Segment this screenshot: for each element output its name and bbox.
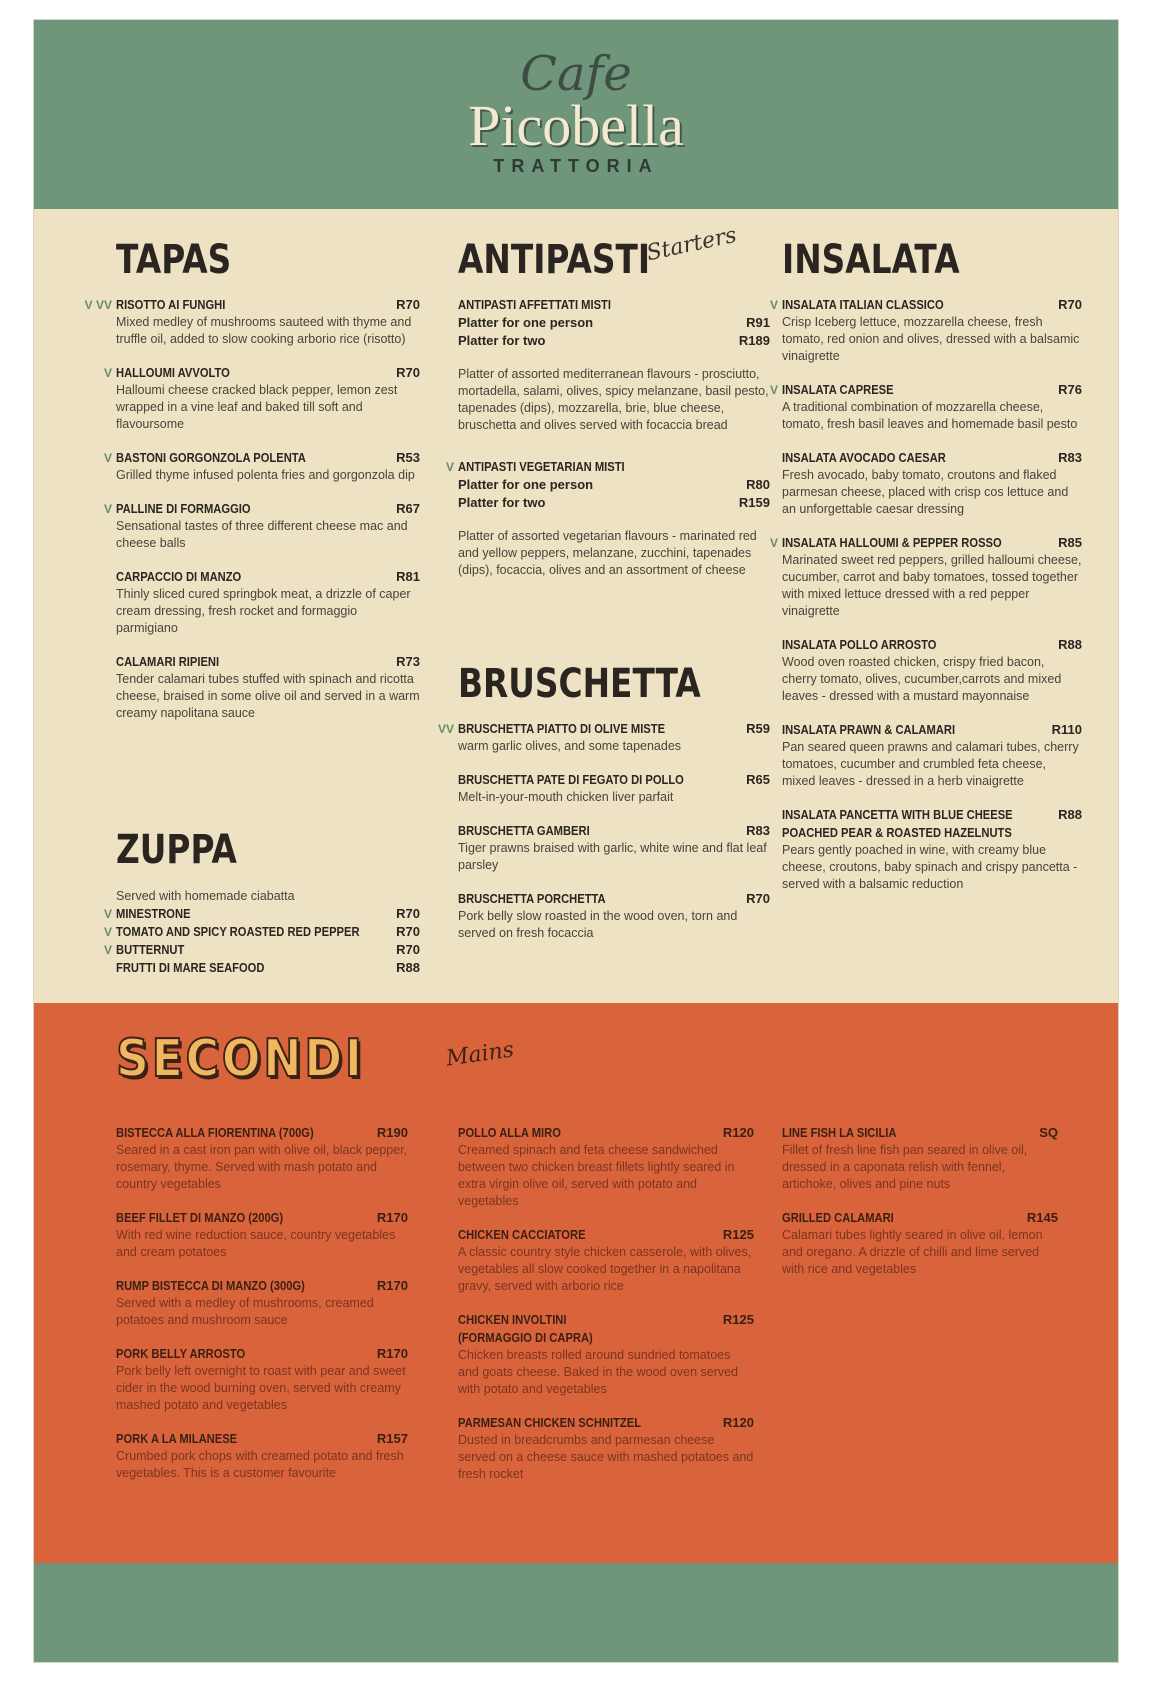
vegetarian-mark: V xyxy=(103,907,112,921)
vegetarian-mark: V VV xyxy=(84,298,112,312)
vegetarian-mark: V xyxy=(445,460,454,474)
tapas-title: TAPAS xyxy=(116,237,232,283)
item-price: R70 xyxy=(396,924,420,939)
bruschetta-list xyxy=(437,720,770,942)
menu-item xyxy=(769,296,1082,365)
item-description: Grilled thyme infused polenta fries and gorgonzola dip xyxy=(116,468,415,482)
menu-item xyxy=(458,1311,754,1398)
menu-item xyxy=(458,771,770,806)
logo-name: Picobella xyxy=(468,93,684,158)
item-description: Marinated sweet red peppers, grilled halloumi cheese, cucumber, carrot and baby tomatoes, tossed together with mixed lettuce dressed with a red pepper vinaigrette xyxy=(782,553,1082,618)
item-description: Tiger prawns braised with garlic, white wine and flat leaf parsley xyxy=(458,841,767,872)
menu-item xyxy=(782,806,1082,893)
item-name: BISTECCA ALLA FIORENTINA (700G) xyxy=(116,1125,314,1140)
item-name: BRUSCHETTA PIATTO DI OLIVE MISTE xyxy=(458,721,666,736)
tapas-column xyxy=(84,237,420,738)
item-price: R120 xyxy=(722,1125,754,1140)
item-description: Fresh avocado, baby tomato, croutons and flaked parmesan cheese, placed with crisp cos lettuce and an unforgettable caesar dressing xyxy=(782,468,1069,516)
item-name: LINE FISH LA SICILIA xyxy=(782,1125,897,1140)
menu-item xyxy=(116,653,420,722)
item-description: Calamari tubes lightly seared in olive oil, lemon and oregano. A drizzle of chilli and lime served with rice and vegetables xyxy=(782,1228,1043,1276)
platter-option-price: R91 xyxy=(746,315,770,330)
secondi-column-1 xyxy=(116,1124,408,1498)
antipasti-list xyxy=(445,296,770,579)
menu-item xyxy=(458,1414,754,1483)
item-name: CALAMARI RIPIENI xyxy=(116,654,220,669)
item-price: R70 xyxy=(746,891,770,906)
menu-item xyxy=(437,720,770,755)
menu-item xyxy=(782,1209,1058,1278)
antipasti-column xyxy=(445,222,770,603)
item-description: A traditional combination of mozzarella cheese, tomato, fresh basil leaves and homemade basil pesto xyxy=(782,400,1078,431)
item-name: RISOTTO AI FUNGHI xyxy=(116,297,226,312)
item-name: TOMATO AND SPICY ROASTED RED PEPPER xyxy=(116,924,360,939)
item-price: R170 xyxy=(376,1346,408,1361)
item-price: R70 xyxy=(396,906,420,921)
menu-item xyxy=(103,364,420,433)
item-price: R157 xyxy=(376,1431,408,1446)
menu-item xyxy=(116,568,420,637)
vegetarian-mark: V xyxy=(769,383,778,397)
item-description: Pork belly slow roasted in the wood oven, torn and served on fresh focaccia xyxy=(458,909,738,940)
item-price: R81 xyxy=(396,569,420,584)
item-name: PORK A LA MILANESE xyxy=(116,1431,238,1446)
item-name: CHICKEN INVOLTINI xyxy=(458,1312,567,1327)
item-price: R83 xyxy=(1058,450,1082,465)
item-description: Crisp Iceberg lettuce, mozzarella cheese, fresh tomato, red onion and olives, dressed with a balsamic vinaigrette xyxy=(782,315,1080,363)
item-name: INSALATA CAPRESE xyxy=(782,382,894,397)
item-price: R70 xyxy=(1058,297,1082,312)
vegetarian-mark: V xyxy=(103,925,112,939)
item-name: PALLINE DI FORMAGGIO xyxy=(116,501,251,516)
menu-item xyxy=(769,381,1082,433)
item-name: PARMESAN CHICKEN SCHNITZEL xyxy=(458,1415,642,1430)
soup-item xyxy=(116,959,420,977)
item-name: BRUSCHETTA PORCHETTA xyxy=(458,891,606,906)
menu-item xyxy=(116,1345,408,1414)
insalata-title: INSALATA xyxy=(782,237,960,283)
secondi-column-3 xyxy=(782,1124,1058,1294)
platter-option xyxy=(458,494,770,512)
item-name: INSALATA HALLOUMI & PEPPER ROSSO xyxy=(782,535,1002,550)
item-price: R67 xyxy=(396,501,420,516)
item-price: R70 xyxy=(396,942,420,957)
item-description: Halloumi cheese cracked black pepper, lemon zest wrapped in a vine leaf and baked till soft and flavoursome xyxy=(116,383,398,431)
item-name: BRUSCHETTA GAMBERI xyxy=(458,823,590,838)
menu-item xyxy=(769,534,1082,620)
item-price: R88 xyxy=(396,960,420,975)
logo-subtitle: TRATTORIA xyxy=(493,156,659,176)
menu-item xyxy=(103,500,420,552)
item-price: R53 xyxy=(396,450,420,465)
logo-cafe: Cafe xyxy=(520,46,632,102)
vegetarian-mark: V xyxy=(103,366,112,380)
item-price: R85 xyxy=(1058,535,1082,550)
item-name: PORK BELLY ARROSTO xyxy=(116,1346,246,1361)
item-name: INSALATA AVOCADO CAESAR xyxy=(782,450,946,465)
item-name-line2: (FORMAGGIO DI CAPRA) xyxy=(458,1330,593,1345)
platter-option xyxy=(458,332,770,350)
menu-item xyxy=(458,822,770,874)
platter-option-label: Platter for two xyxy=(458,333,546,348)
platter-option-price: R80 xyxy=(746,477,770,492)
menu-item xyxy=(782,1124,1058,1193)
insalata-list xyxy=(769,296,1082,893)
item-description: Platter of assorted vegetarian flavours - marinated red and yellow peppers, melanzane, zucchini, tapenades (dips), focaccia, olives and an assortment of cheese xyxy=(458,529,757,577)
item-description: A classic country style chicken casserole, with olives, vegetables all slow cooked together in a napolitana gravy, served with arborio rice xyxy=(458,1245,752,1293)
item-description: Dusted in breadcrumbs and parmesan cheese served on a cheese sauce with mashed potatoes and fresh rocket xyxy=(458,1433,754,1481)
item-description: Mixed medley of mushrooms sauteed with thyme and truffle oil, added to slow cooking arborio rice (risotto) xyxy=(116,315,412,346)
menu-item xyxy=(458,296,770,434)
menu-item xyxy=(782,721,1082,790)
item-name: BEEF FILLET DI MANZO (200G) xyxy=(116,1210,284,1225)
item-description: Wood oven roasted chicken, crispy fried bacon, cherry tomato, olives, cucumber,carrots and mixed leaves - dressed with a mustard mayonnaise xyxy=(782,655,1062,703)
item-description: Seared in a cast iron pan with olive oil, black pepper, rosemary, thyme. Served with mash potato and country vegetables xyxy=(116,1143,408,1191)
soup-item xyxy=(103,905,420,923)
secondi-column-2 xyxy=(458,1124,754,1499)
item-price: SQ xyxy=(1039,1125,1058,1140)
menu-item xyxy=(458,890,770,942)
item-price: R110 xyxy=(1051,722,1082,737)
vegetarian-mark: V xyxy=(103,451,112,465)
item-description: Pan seared queen prawns and calamari tubes, cherry tomatoes, cucumber and crumbled feta cheese, mixed leaves - dressed in a herb vinaigrette xyxy=(782,740,1079,788)
vegetarian-mark: V xyxy=(103,502,112,516)
menu-sheet xyxy=(34,20,1118,1662)
zuppa-column xyxy=(103,827,420,977)
item-name: CHICKEN CACCIATORE xyxy=(458,1227,586,1242)
item-description: Melt-in-your-mouth chicken liver parfait xyxy=(458,790,674,804)
zuppa-intro: Served with homemade ciabatta xyxy=(116,889,295,903)
item-name: ANTIPASTI VEGETARIAN MISTI xyxy=(458,459,625,474)
item-price: R190 xyxy=(376,1125,408,1140)
item-name: ANTIPASTI AFFETTATI MISTI xyxy=(458,297,611,312)
platter-option-label: Platter for two xyxy=(458,495,546,510)
antipasti-script: Starters xyxy=(644,222,739,267)
bruschetta-title: BRUSCHETTA xyxy=(458,661,701,707)
menu-item xyxy=(116,1209,408,1261)
item-name: INSALATA PANCETTA WITH BLUE CHEESE xyxy=(782,807,1013,822)
vegetarian-mark: V xyxy=(103,943,112,957)
item-price: R125 xyxy=(722,1227,754,1242)
item-price: R88 xyxy=(1058,807,1082,822)
secondi-title: SECONDI xyxy=(116,1029,365,1089)
item-price: R125 xyxy=(722,1312,754,1327)
secondi-script: Mains xyxy=(444,1037,516,1072)
antipasti-title: ANTIPASTI xyxy=(458,237,651,283)
logo xyxy=(34,46,1118,177)
item-price: R59 xyxy=(746,721,770,736)
item-price: R83 xyxy=(746,823,770,838)
item-name: RUMP BISTECCA DI MANZO (300G) xyxy=(116,1278,305,1293)
item-description: Creamed spinach and feta cheese sandwiched between two chicken breast fillets lightly seared in extra virgin olive oil, served with potato and vegetables xyxy=(458,1143,735,1208)
item-description: Crumbed pork chops with creamed potato and fresh vegetables. This is a customer favourite xyxy=(116,1449,404,1480)
tapas-list xyxy=(84,296,420,722)
item-name: BUTTERNUT xyxy=(116,942,185,957)
item-price: R170 xyxy=(376,1278,408,1293)
menu-item xyxy=(116,1430,408,1482)
platter-option-label: Platter for one person xyxy=(458,477,594,492)
soup-item xyxy=(103,941,420,959)
item-description: Pork belly left overnight to roast with pear and sweet cider in the wood burning oven, served with creamy mashed potato and vegetables xyxy=(116,1364,406,1412)
item-description: Tender calamari tubes stuffed with spinach and ricotta cheese, braised in some olive oil and served in a warm creamy napolitana sauce xyxy=(116,672,420,720)
item-description: With red wine reduction sauce, country vegetables and cream potatoes xyxy=(116,1228,396,1259)
item-name-line2: POACHED PEAR & ROASTED HAZELNUTS xyxy=(782,825,1012,840)
item-name: INSALATA PRAWN & CALAMARI xyxy=(782,722,956,737)
soup-item xyxy=(103,923,420,941)
item-description: Chicken breasts rolled around sundried tomatoes and goats cheese. Baked in the wood oven served with potato and vegetables xyxy=(458,1348,739,1396)
item-price: R65 xyxy=(746,772,770,787)
menu-item xyxy=(116,1277,408,1329)
vegetarian-mark: V xyxy=(769,536,778,550)
bruschetta-column xyxy=(437,661,770,958)
menu-item xyxy=(458,1226,754,1295)
item-price: R70 xyxy=(396,365,420,380)
footer-band xyxy=(34,1563,1118,1662)
item-price: R145 xyxy=(1026,1210,1058,1225)
secondi-heading xyxy=(116,1030,536,1088)
item-price: R170 xyxy=(376,1210,408,1225)
platter-option xyxy=(458,314,770,332)
item-name: MINESTRONE xyxy=(116,906,191,921)
item-description: Sensational tastes of three different cheese mac and cheese balls xyxy=(116,519,408,550)
item-name: FRUTTI DI MARE SEAFOOD xyxy=(116,960,265,975)
item-description: warm garlic olives, and some tapenades xyxy=(458,739,682,753)
menu-item xyxy=(782,449,1082,518)
insalata-column xyxy=(769,237,1082,909)
menu-item xyxy=(782,636,1082,705)
item-name: BRUSCHETTA PATE DI FEGATO DI POLLO xyxy=(458,772,684,787)
item-price: R88 xyxy=(1058,637,1082,652)
item-name: HALLOUMI AVVOLTO xyxy=(116,365,230,380)
menu-item xyxy=(116,1124,408,1193)
item-name: GRILLED CALAMARI xyxy=(782,1210,894,1225)
menu-item xyxy=(84,296,420,348)
menu-item xyxy=(445,458,770,579)
item-description: Pears gently poached in wine, with creamy blue cheese, croutons, baby spinach and crispy pancetta - served with a balsamic reduction xyxy=(782,843,1078,891)
item-price: R70 xyxy=(396,297,420,312)
item-description: Thinly sliced cured springbok meat, a drizzle of caper cream dressing, fresh rocket and formaggio parmigiano xyxy=(116,587,411,635)
item-name: POLLO ALLA MIRO xyxy=(458,1125,561,1140)
zuppa-title: ZUPPA xyxy=(116,827,237,873)
platter-option-price: R189 xyxy=(738,333,770,348)
item-description: Platter of assorted mediterranean flavours - prosciutto, mortadella, salami, olives, spicy melanzane, basil pesto, tapenades (dips), mozzarella, brie, blue cheese, bruschetta and olives served with focaccia bread xyxy=(458,367,769,432)
zuppa-list xyxy=(103,905,420,977)
platter-option-label: Platter for one person xyxy=(458,315,594,330)
item-name: INSALATA POLLO ARROSTO xyxy=(782,637,937,652)
item-description: Served with a medley of mushrooms, creamed potatoes and mushroom sauce xyxy=(116,1296,374,1327)
item-name: BASTONI GORGONZOLA POLENTA xyxy=(116,450,306,465)
item-price: R120 xyxy=(722,1415,754,1430)
menu-item xyxy=(458,1124,754,1210)
vegetarian-mark: VV xyxy=(437,722,454,736)
item-description: Fillet of fresh line fish pan seared in olive oil, dressed in a caponata relish with fennel, artichoke, olives and pine nuts xyxy=(782,1143,1028,1191)
item-price: R76 xyxy=(1058,382,1082,397)
item-name: INSALATA ITALIAN CLASSICO xyxy=(782,297,944,312)
menu-item xyxy=(103,449,420,484)
vegetarian-mark: V xyxy=(769,298,778,312)
item-price: R73 xyxy=(396,654,420,669)
platter-option-price: R159 xyxy=(738,495,770,510)
platter-option xyxy=(458,476,770,494)
item-name: CARPACCIO DI MANZO xyxy=(116,569,242,584)
